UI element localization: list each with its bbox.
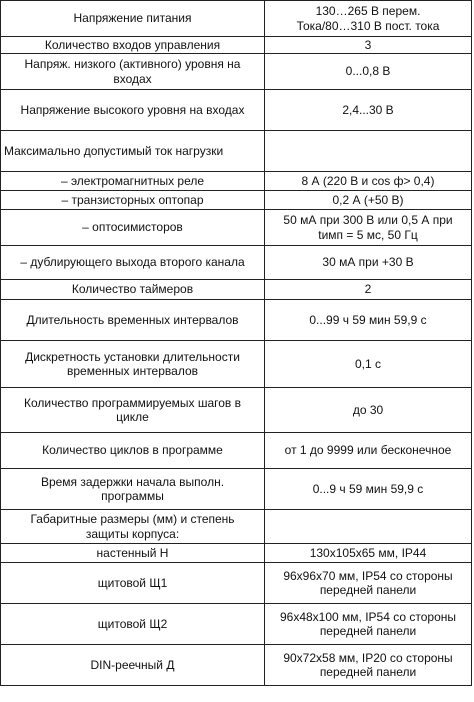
param-name: настенный Н (1, 544, 265, 563)
param-value: 50 мА при 300 В или 0,5 А при tимп = 5 мс, 50 Гц (265, 210, 472, 246)
table-row (1, 341, 472, 388)
table-row (1, 300, 472, 341)
param-value (265, 131, 472, 172)
table-row (1, 246, 472, 280)
param-name: – дублирующего выхода второго канала (1, 246, 265, 280)
table-row (1, 645, 472, 686)
table-row (1, 172, 472, 191)
param-name: щитовой Щ1 (1, 563, 265, 604)
table-row (1, 544, 472, 563)
param-name: Время задержки начала выполн. программы (1, 469, 265, 510)
param-name: Количество программируемых шагов в цикле (1, 388, 265, 433)
table-row (1, 90, 472, 131)
param-name: DIN-реечный Д (1, 645, 265, 686)
param-name: Напряж. низкого (активного) уровня на входах (1, 54, 265, 90)
param-value: 0...0,8 В (265, 54, 472, 90)
table-row (1, 280, 472, 300)
param-value: 0,2 А (+50 В) (265, 191, 472, 210)
param-value: от 1 до 9999 или бесконечное (265, 433, 472, 469)
param-name: Напряжение высокого уровня на входах (1, 90, 265, 131)
param-value: 96x48x100 мм, IP54 со стороны передней панели (265, 604, 472, 645)
param-value: 90x72x58 мм, IP20 со стороны передней панели (265, 645, 472, 686)
table-row (1, 604, 472, 645)
param-name: Количество входов управления (1, 37, 265, 54)
table-row (1, 388, 472, 433)
param-value (265, 510, 472, 544)
table-row (1, 131, 472, 172)
param-value: до 30 (265, 388, 472, 433)
param-value: 0...9 ч 59 мин 59,9 с (265, 469, 472, 510)
param-value: 0,1 с (265, 341, 472, 388)
param-name: Напряжение питания (1, 1, 265, 37)
param-name: Длительность временных интервалов (1, 300, 265, 341)
table-row (1, 54, 472, 90)
param-value: 130…265 В перем. Тока/80…310 В пост. тока (265, 1, 472, 37)
param-name: Количество циклов в программе (1, 433, 265, 469)
param-name: Дискретность установки длительности временных интервалов (1, 341, 265, 388)
param-name: Габаритные размеры (мм) и степень защиты корпуса: (1, 510, 265, 544)
param-value: 30 мА при +30 В (265, 246, 472, 280)
param-value: 2 (265, 280, 472, 300)
param-value: 96x96x70 мм, IP54 со стороны передней панели (265, 563, 472, 604)
param-value: 2,4...30 В (265, 90, 472, 131)
table-row (1, 191, 472, 210)
table-row (1, 563, 472, 604)
param-name: Максимально допустимый ток нагрузки (1, 131, 265, 172)
table-row (1, 37, 472, 54)
param-value: 130x105x65 мм, IP44 (265, 544, 472, 563)
param-value: 8 А (220 В и cos ф> 0,4) (265, 172, 472, 191)
param-name: – электромагнитных реле (1, 172, 265, 191)
param-name: Количество таймеров (1, 280, 265, 300)
table-row (1, 510, 472, 544)
param-name: – оптосимисторов (1, 210, 265, 246)
param-name: щитовой Щ2 (1, 604, 265, 645)
param-value: 0...99 ч 59 мин 59,9 с (265, 300, 472, 341)
param-name: – транзисторных оптопар (1, 191, 265, 210)
table-row (1, 210, 472, 246)
table-row (1, 469, 472, 510)
table-row (1, 433, 472, 469)
table-row (1, 1, 472, 37)
param-value: 3 (265, 37, 472, 54)
